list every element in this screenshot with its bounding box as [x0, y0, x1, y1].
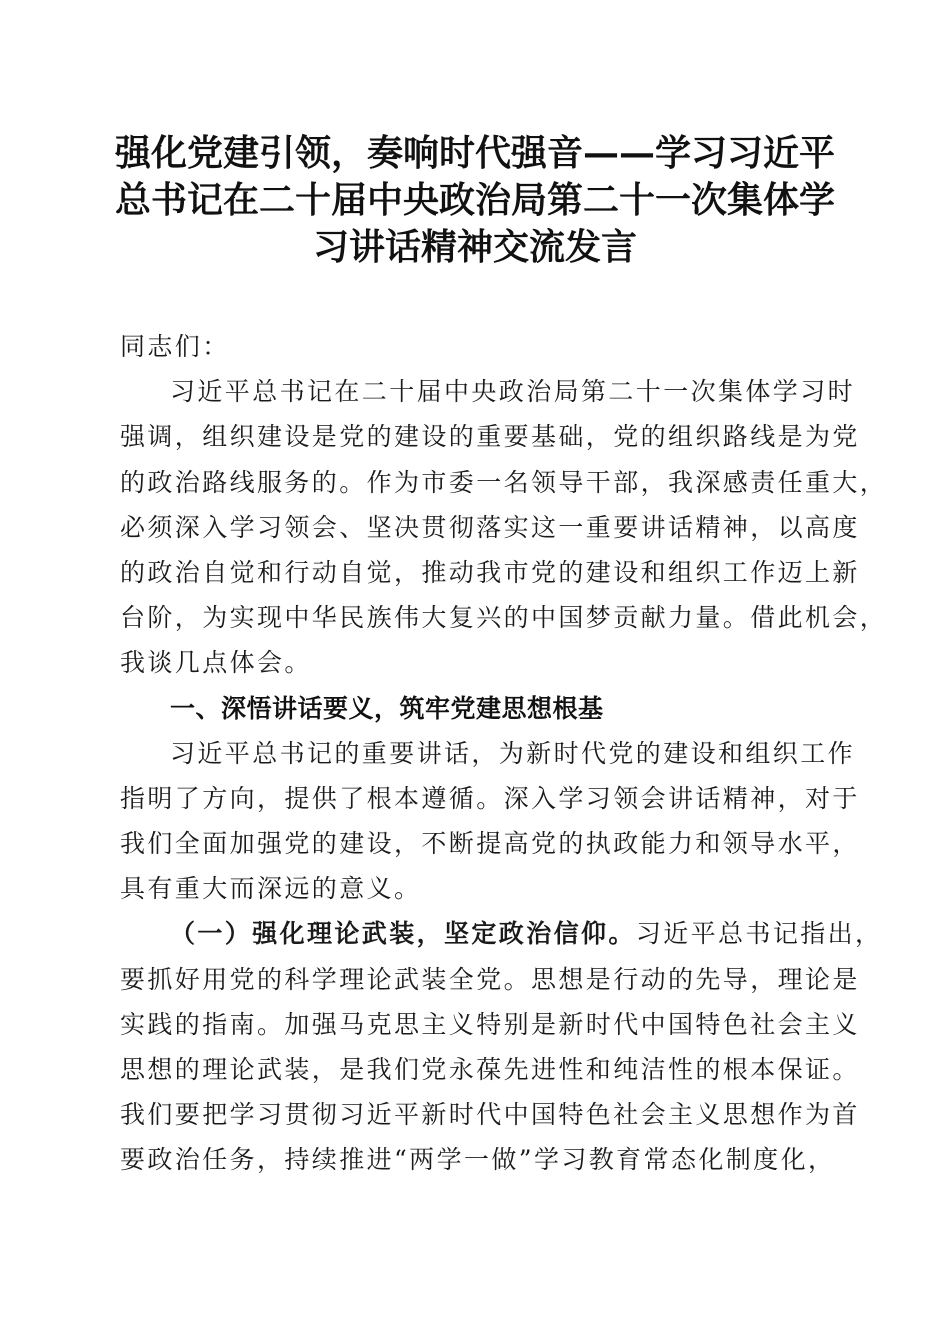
- intro-line: 习近平总书记在二十届中央政治局第二十一次集体学习时: [170, 377, 856, 407]
- intro-line: 我谈几点体会。: [120, 648, 312, 678]
- intro-line: 的政治路线服务的。作为市委一名领导干部，我深感责任重大，: [120, 467, 888, 497]
- subsection-1-first-rest: 习近平总书记指出，: [635, 919, 883, 949]
- title-line-2: 总书记在二十届中央政治局第二十一次集体学: [114, 179, 835, 221]
- intro-line: 必须深入学习领会、坚决贯彻落实这一重要讲话精神，以高度: [120, 512, 860, 542]
- subsection-1-line: 要政治任务，持续推进“两学一做”学习教育常态化制度化，: [120, 1145, 836, 1175]
- title-line-3: 习讲话精神交流发言: [312, 226, 637, 268]
- subsection-1-line: 实践的指南。加强马克思主义特别是新时代中国特色社会主义: [120, 1009, 860, 1039]
- subsection-1-line: 要抓好用党的科学理论武装全党。思想是行动的先导，理论是: [120, 964, 860, 994]
- subsection-1-lead: （一）强化理论武装，坚定政治信仰。: [170, 919, 636, 949]
- title-line-1: 强化党建引领，奏响时代强音——学习习近平: [114, 132, 835, 174]
- document-body: [120, 324, 888, 1183]
- document-title: [100, 130, 850, 271]
- section-1-line: 指明了方向，提供了根本遵循。深入学习领会讲话精神，对于: [120, 783, 860, 813]
- intro-line: 台阶，为实现中华民族伟大复兴的中国梦贡献力量。借此机会，: [120, 603, 888, 633]
- section-1-heading: 一、深悟讲话要义，筑牢党建思想根基: [170, 693, 604, 723]
- salutation: 同志们：: [120, 332, 230, 361]
- section-1-line: 我们全面加强党的建设，不断提高党的执政能力和领导水平，: [120, 829, 860, 859]
- section-1-line: 具有重大而深远的意义。: [120, 874, 422, 904]
- subsection-1-first-line: [120, 911, 883, 956]
- section-1-line: 习近平总书记的重要讲话，为新时代党的建设和组织工作: [170, 738, 856, 768]
- subsection-1-line: 思想的理论武装，是我们党永葆先进性和纯洁性的根本保证。: [120, 1055, 860, 1084]
- intro-line: 的政治自觉和行动自觉，推动我市党的建设和组织工作迈上新: [120, 557, 860, 587]
- intro-line: 强调，组织建设是党的建设的重要基础，党的组织路线是为党: [120, 422, 860, 452]
- subsection-1-line: 我们要把学习贯彻习近平新时代中国特色社会主义思想作为首: [120, 1100, 860, 1130]
